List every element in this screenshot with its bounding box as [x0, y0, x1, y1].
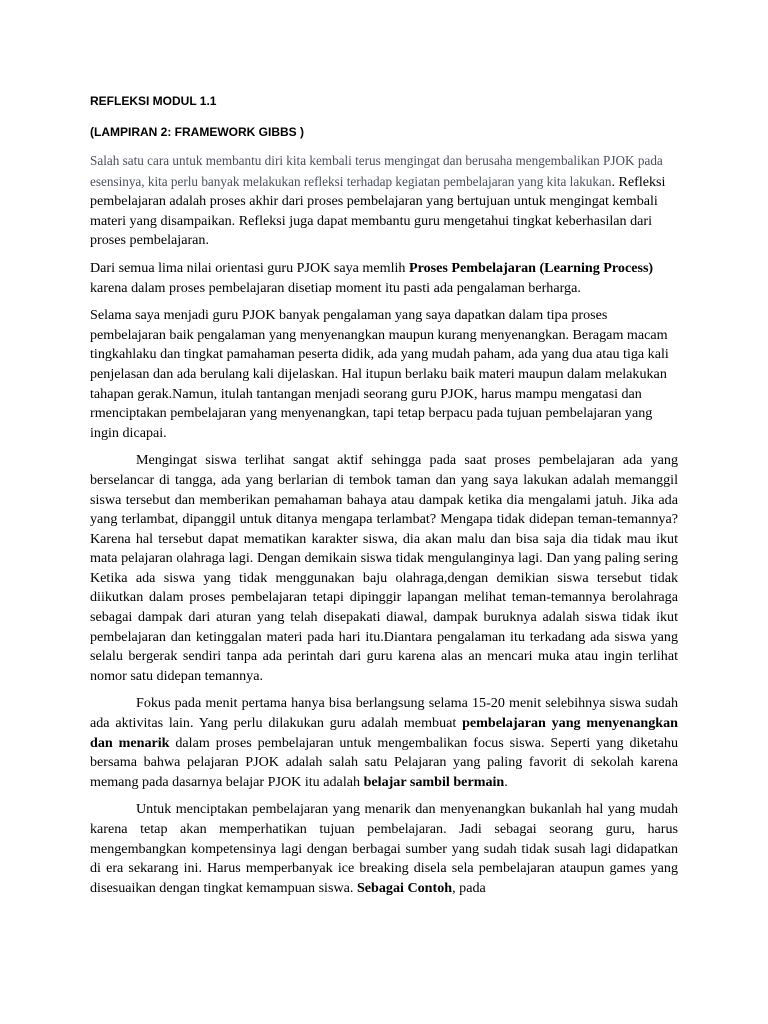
paragraph-mengingat-siswa: Mengingat siswa terlihat sangat aktif sehingga pada saat proses pembelajaran ada yang berselancar di tangga, ada yang berlarian di tembok taman dan yang saya lakukan adalah memanggil siswa tersebut dan memberikan pemahaman bahaya atau dampak ketika dia mengalami jatuh. Jika ada yang terlambat, dipanggil untuk ditanya mengapa terlambat? Mengapa tidak didepan teman-temannya? Karena hal tersebut dapat mematikan karakter siswa, dia akan malu dan bisa saja dia tidak mau ikut mata pelajaran olahraga lagi. Dengan demikain siswa tidak mengulanginya lagi. Dan yang paling sering Ketika ada siswa yang tidak menggunakan baju olahraga,dengan demikian siswa tersebut tidak diikutkan dalam proses pembelajaran tetapi dipinggir lapangan melihat teman-temannya berolahraga sebagai dampak dari aturan yang telah disepakati diawal, dampak buruknya adalah siswa tidak ikut pembelajaran dan ketinggalan materi pada hari itu.Diantara pengalaman itu terkadang ada siswa yang selalu bergerak sendiri tanpa ada perintah dari guru karena alas an mencari muka atau ingin terlihat nomor satu didepan temannya. [90, 452, 678, 684]
heading-lampiran: (LAMPIRAN 2: FRAMEWORK GIBBS ) [90, 125, 304, 139]
orientasi-text-a: Dari semua lima nilai orientasi guru PJOK saya memlih [90, 259, 410, 276]
orientasi-bold-text: Proses Pembelajaran (Learning Process) [409, 259, 654, 276]
heading-refleksi-modul: REFLEKSI MODUL 1.1 [90, 94, 217, 108]
fokus-text-e: . [504, 773, 508, 790]
document-body [90, 92, 678, 906]
paragraph-fokus [90, 694, 678, 792]
intro-gray-text: Salah satu cara untuk membantu diri kita kembali terus mengingat dan berusaha mengembalikan PJOK pada esensinya, kita perlu banyak melakukan refleksi terhadap kegiatan pembelajaran yang kita lakukan [90, 153, 663, 189]
paragraph-intro [90, 151, 678, 251]
paragraph-orientasi [90, 259, 678, 298]
intro-rest-text: . Refleksi pembelajaran adalah proses akhir dari proses pembelajaran yang bertujuan untuk mengingat kembali materi yang disampaikan. Refleksi juga dapat membantu guru mengetahui tingkat keberhasilan dari proses pembelajaran. [90, 173, 666, 249]
menciptakan-text-a: Untuk menciptakan pembelajaran yang menarik dan menyenangkan bukanlah hal yang mudah karena tetap akan memperhatikan tujuan pembelajaran. Jadi sebagai seorang guru, harus mengembangkan kompetensinya lagi dengan berbagai sumber yang sudah tidak susah lagi didapatkan di era sekarang ini. Harus memperbanyak ice breaking disela sela pembelajaran ataupun games yang disesuaikan dengan tingkat kemampuan siswa. [90, 801, 678, 896]
paragraph-menciptakan [90, 800, 678, 898]
fokus-bold-text-1: pembelajaran yang menyenangkan dan menarik [90, 715, 678, 751]
fokus-text-c: dalam proses pembelajaran untuk mengembalikan focus siswa. Seperti yang diketahu bersama bahwa pelajaran PJOK adalah salah satu Pelajaran yang paling favorit di sekolah karena memang pada dasarnya belajar PJOK itu adalah [90, 734, 678, 790]
paragraph-pengalaman: Selama saya menjadi guru PJOK banyak pengalaman yang saya dapatkan dalam tipa proses pembelajaran baik pengalaman yang menyenangkan maupun kurang menyenangkan. Beragam macam tingkahlaku dan tingkat pamahaman peserta didik, ada yang mudah paham, ada yang dua atau tiga kali penjelasan dan ada berulang kali dijelaskan. Hal itupun berlaku baik materi maupun dalam melakukan tahapan gerak.Namun, itulah tantangan menjadi seorang guru PJOK, harus mampu mengatasi dan rmenciptakan pembelajaran yang menyenangkan, tapi tetap berpacu pada tujuan pembelajaran yang ingin dicapai. [90, 307, 669, 441]
fokus-bold-text-2: belajar sambil bermain [363, 773, 505, 790]
fokus-text-a: Fokus pada menit pertama hanya bisa berlangsung selama 15-20 menit selebihnya siswa sudah ada aktivitas lain. Yang perlu dilakukan guru adalah membuat [90, 695, 678, 732]
menciptakan-bold-text: Sebagai Contoh [356, 879, 453, 896]
orientasi-text-c: karena dalam proses pembelajaran disetiap moment itu pasti ada pengalaman berharga. [90, 279, 581, 296]
menciptakan-text-c: , pada [452, 879, 486, 896]
